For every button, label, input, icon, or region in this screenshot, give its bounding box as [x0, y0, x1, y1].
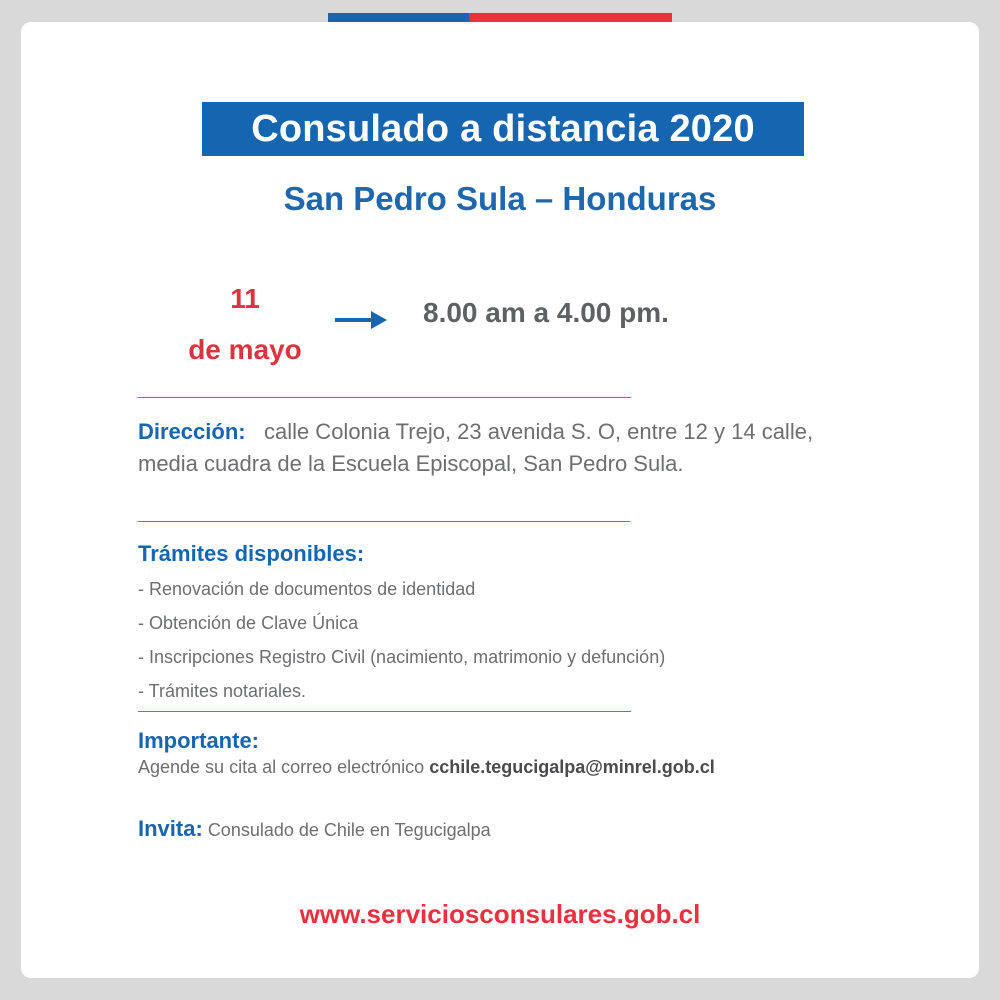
divider — [138, 711, 631, 712]
website-link[interactable]: www.serviciosconsulares.gob.cl — [299, 899, 701, 929]
divider — [138, 521, 630, 522]
importante-text — [138, 757, 715, 778]
email-link[interactable]: cchile.tegucigalpa@minrel.gob.cl — [429, 757, 715, 777]
invita-block — [138, 816, 491, 842]
invita-label: Invita: — [138, 816, 203, 841]
location-subtitle: San Pedro Sula – Honduras — [283, 180, 717, 217]
address-label: Dirección: — [138, 419, 246, 444]
invita-text: Consulado de Chile en Tegucigalpa — [207, 820, 491, 840]
address-text: calle Colonia Trejo, 23 avenida S. O, entre 12 y 14 calle, media cuadra de la Escuela Episcopal, San Pedro Sula. — [138, 419, 814, 476]
arrow-right-icon — [335, 308, 387, 332]
list-item: - Inscripciones Registro Civil (nacimiento, matrimonio y defunción) — [138, 647, 666, 667]
importante-message: Agende su cita al correo electrónico — [138, 757, 425, 777]
list-item: - Renovación de documentos de identidad — [138, 579, 476, 599]
address-spacer — [252, 419, 264, 444]
tramites-list — [138, 575, 665, 711]
tramites-title: Trámites disponibles: — [138, 541, 365, 566]
page-title: Consulado a distancia 2020 — [202, 102, 804, 156]
address-block — [138, 416, 838, 480]
date-day: 11 — [230, 283, 260, 314]
list-item: - Obtención de Clave Única — [138, 613, 359, 633]
importante-title: Importante: — [138, 728, 259, 753]
divider — [138, 397, 631, 398]
opening-hours: 8.00 am a 4.00 pm. — [423, 297, 669, 328]
date-month: de mayo — [188, 334, 302, 365]
list-item: - Trámites notariales. — [138, 681, 307, 701]
